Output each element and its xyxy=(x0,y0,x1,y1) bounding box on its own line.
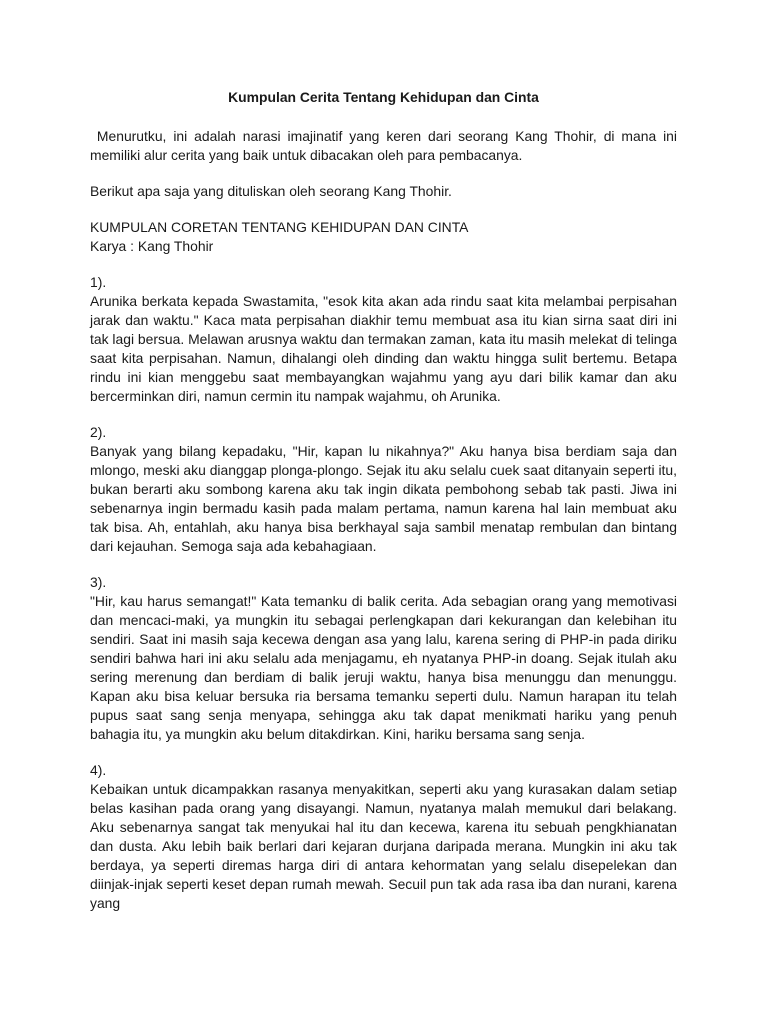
entry-number: 4). xyxy=(90,762,107,778)
entry-text: Banyak yang bilang kepadaku, "Hir, kapan lu nikahnya?" Aku hanya bisa berdiam saja dan mlongo, meski aku dianggap plonga-plongo. Sejak itu aku selalu cuek saat ditanyain seperti itu, bukan berarti aku sombong karena aku tak ingin dikata pembohong sebab tak pasti. Jiwa ini sebenarnya ingin bermadu kasih pada malam pertama, namun karena hal lain membuat aku tak bisa. Ah, entahlah, aku hanya bisa berkhayal saja sambil menatap rembulan dan bintang dari kejauhan. Semoga saja ada kebahagiaan. xyxy=(90,443,677,554)
story-entry-2 xyxy=(90,423,677,556)
author-line: Karya : Kang Thohir xyxy=(90,238,214,254)
story-entry-4 xyxy=(90,761,677,913)
entry-number: 3). xyxy=(90,574,107,590)
document-title: Kumpulan Cerita Tentang Kehidupan dan Cinta xyxy=(228,89,539,105)
entry-text: Arunika berkata kepada Swastamita, "esok kita akan ada rindu saat kita melambai perpisahan jarak dan waktu." Kaca mata perpisahan diakhir temu membuat asa itu kian sirna saat diri ini tak lagi bersua. Melawan arusnya waktu dan termakan zaman, kata itu masih melekat di telinga saat kita perpisahan. Namun, dihalangi oleh dinding dan waktu hingga sulit bertemu. Betapa rindu ini kian menggebu saat membayangkan wajahmu yang ayu dari bilik kamar dan aku bercerminkan diri, namun cermin itu nampak wajahmu, oh Arunika. xyxy=(90,293,677,404)
entry-number: 1). xyxy=(90,274,107,290)
story-entry-3 xyxy=(90,573,677,744)
document-page xyxy=(90,88,677,930)
collection-heading: KUMPULAN CORETAN TENTANG KEHIDUPAN DAN CINTA xyxy=(90,219,469,235)
entry-text: Kebaikan untuk dicampakkan rasanya menyakitkan, seperti aku yang kurasakan dalam setiap belas kasihan pada orang yang disayangi. Namun, nyatanya malah memukul dari belakang. Aku sebenarnya sangat tak menyukai hal itu dan kecewa, karena itu sebuah pengkhianatan dan dusta. Aku lebih baik berlari dari kejaran durjana daripada merana. Mungkin ini aku tak berdaya, ya seperti diremas harga diri di antara kehormatan yang selalu disepelekan dan diinjak-injak seperti keset depan rumah mewah. Secuil pun tak ada rasa iba dan nurani, karena yang xyxy=(90,781,677,911)
story-entry-1 xyxy=(90,273,677,406)
entry-number: 2). xyxy=(90,424,107,440)
lead-paragraph: Berikut apa saja yang dituliskan oleh seorang Kang Thohir. xyxy=(90,183,452,199)
collection-header xyxy=(90,218,677,256)
intro-paragraph: Menurutku, ini adalah narasi imajinatif yang keren dari seorang Kang Thohir, di mana ini memiliki alur cerita yang baik untuk dibacakan oleh para pembacanya. xyxy=(90,128,677,163)
entry-text: "Hir, kau harus semangat!" Kata temanku di balik cerita. Ada sebagian orang yang memotivasi dan mencaci-maki, ya mungkin itu sebagai perlengkapan dari kekurangan dan kelebihan itu sendiri. Saat ini masih saja kecewa dengan asa yang lalu, karena sering di PHP-in pada diriku sendiri bahwa hari ini aku selalu ada menjagamu, eh nyatanya PHP-in doang. Sejak itulah aku sering merenung dan berdiam di balik jeruji waktu, hanya bisa menunggu dan menunggu. Kapan aku bisa keluar bersuka ria bersama temanku seperti dulu. Namun harapan itu telah pupus saat sang senja menyapa, sehingga aku tak dapat menikmati hariku yang penuh bahagia itu, ya mungkin aku belum ditakdirkan. Kini, hariku bersama sang senja. xyxy=(90,593,677,742)
